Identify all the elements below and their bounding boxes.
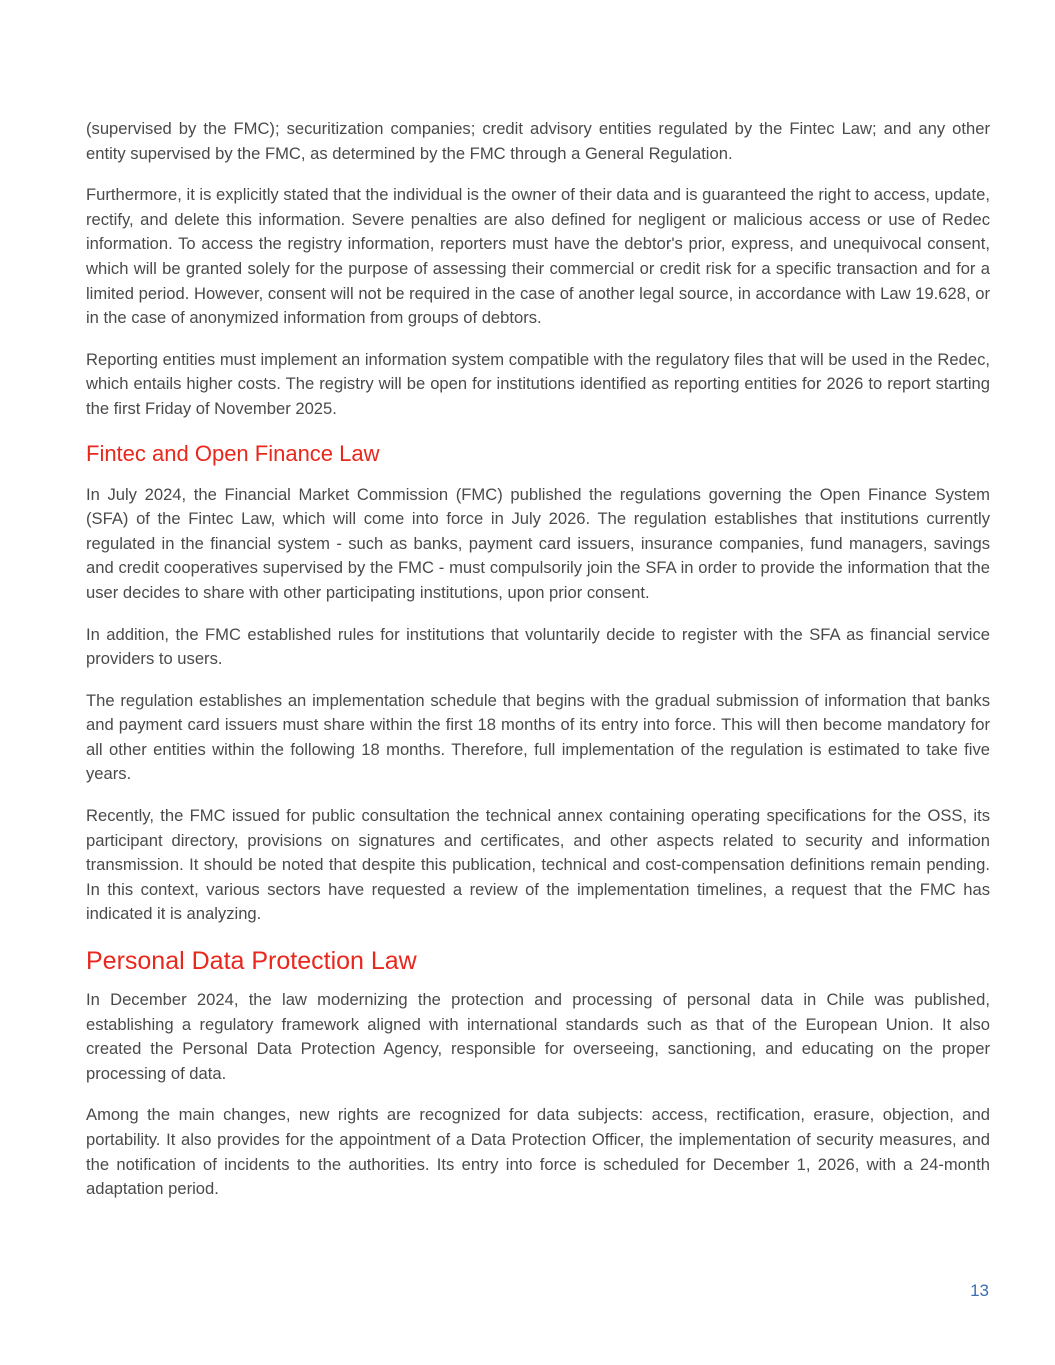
intro-paragraph-1: (supervised by the FMC); securitization companies; credit advisory entities regulated by the Fintec Law; and any other entity supervised by the FMC, as determined by the FMC through a General Regulation.	[86, 119, 990, 163]
fintec-paragraph-4: Recently, the FMC issued for public consultation the technical annex containing operating specifications for the OSS, its participant directory, provisions on signatures and certificates, and other aspects related to security and information transmission. It should be noted that despite this publication, technical and cost-compensation definitions remain pending. In this context, various sectors have requested a review of the implementation timelines, a request that the FMC has indicated it is analyzing.	[86, 806, 990, 924]
pdp-paragraph-2: Among the main changes, new rights are recognized for data subjects: access, rectification, erasure, objection, and portability. It also provides for the appointment of a Data Protection Officer, the implementation of security measures, and the notification of incidents to the authorities. Its entry into force is scheduled for December 1, 2026, with a 24-month adaptation period.	[86, 1105, 990, 1199]
fintec-paragraph-2: In addition, the FMC established rules for institutions that voluntarily decide to register with the SFA as financial service providers to users.	[86, 624, 990, 669]
intro-paragraph-3: Reporting entities must implement an information system compatible with the regulatory files that will be used in the Redec, which entails higher costs. The registry will be open for institutions identified as reporting entities for 2026 to report starting the first Friday of November 2025.	[86, 349, 990, 418]
fintec-paragraph-1: In July 2024, the Financial Market Commission (FMC) published the regulations governing the Open Finance System (SFA) of the Fintec Law, which will come into force in July 2026. The regulation establishes that institutions currently regulated in the financial system - such as banks, payment card issuers, insurance companies, fund managers, savings and credit cooperatives supervised by the FMC - must compulsorily join the SFA in order to provide the information that the user decides to share with other participating institutions, upon prior consent.	[86, 484, 990, 602]
page-number: 13	[970, 1281, 989, 1300]
fintec-section-heading: Fintec and Open Finance Law	[86, 440, 380, 466]
intro-paragraph-2: Furthermore, it is explicitly stated that the individual is the owner of their data and is guaranteed the right to access, update, rectify, and delete this information. Severe penalties are also defined for negligent or malicious access or use of Redec information. To access the registry information, reporters must have the debtor's prior, express, and unequivocal consent, which will be granted solely for the purpose of assessing their commercial or credit risk for a specific transaction and for a limited period. However, consent will not be required in the case of another legal source, in accordance with Law 19.628, or in the case of anonymized information from groups of debtors.	[86, 185, 990, 328]
fintec-paragraph-3: The regulation establishes an implementation schedule that begins with the gradual submission of information that banks and payment card issuers must share within the first 18 months of its entry into force. This will then become mandatory for all other entities within the following 18 months. Therefore, full implementation of the regulation is estimated to take five years.	[86, 690, 990, 784]
pdp-section-heading: Personal Data Protection Law	[86, 947, 417, 976]
pdp-paragraph-1: In December 2024, the law modernizing the protection and processing of personal data in Chile was published, establishing a regulatory framework aligned with international standards such as that of the European Union. It also created the Personal Data Protection Agency, responsible for overseeing, sanctioning, and educating on the proper processing of data.	[86, 990, 990, 1083]
page-content	[86, 117, 990, 1219]
